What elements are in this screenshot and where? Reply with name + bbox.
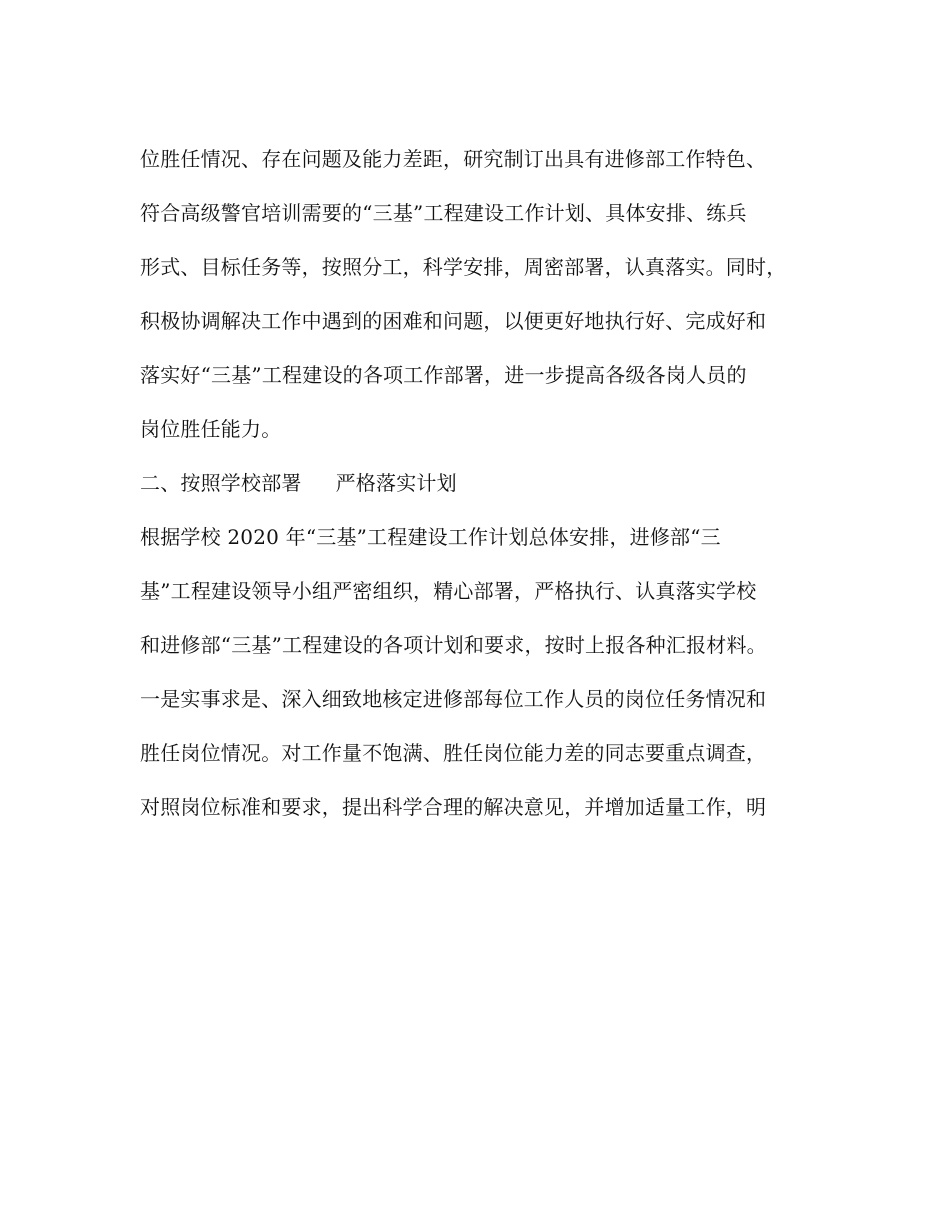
paragraph-line-4: 积极协调解决工作中遇到的困难和问题，以便更好地执行好、完成好和	[140, 309, 767, 333]
section-heading-part2: 严格落实计划	[335, 471, 457, 495]
paragraph-line-8: 基”工程建设领导小组严密组织，精心部署，严格执行、认真落实学校	[140, 579, 757, 603]
paragraph-line-10: 一是实事求是、深入细致地核定进修部每位工作人员的岗位任务情况和	[140, 687, 767, 711]
paragraph-line-9: 和进修部“三基”工程建设的各项计划和要求，按时上报各种汇报材料。	[140, 633, 767, 657]
paragraph-line-3: 形式、目标任务等，按照分工，科学安排，周密部署，认真落实。同时，	[140, 255, 787, 279]
paragraph-line-12: 对照岗位标准和要求，提出科学合理的解决意见，并增加适量工作，明	[140, 795, 767, 819]
paragraph-line-7: 根据学校 2020 年“三基”工程建设工作计划总体安排，进修部“三	[140, 525, 721, 549]
paragraph-line-2: 符合高级警官培训需要的“三基”工程建设工作计划、具体安排、练兵	[140, 201, 747, 225]
paragraph-line-6: 岗位胜任能力。	[140, 417, 282, 441]
paragraph-line-1: 位胜任情况、存在问题及能力差距，研究制订出具有进修部工作特色、	[140, 147, 767, 171]
paragraph-line-5: 落实好“三基”工程建设的各项工作部署，进一步提高各级各岗人员的	[140, 363, 747, 387]
section-heading	[140, 456, 830, 510]
paragraph-line-11: 胜任岗位情况。对工作量不饱满、胜任岗位能力差的同志要重点调查，	[140, 741, 767, 765]
section-heading-part1: 二、按照学校部署	[140, 471, 302, 495]
document-body	[140, 132, 830, 834]
